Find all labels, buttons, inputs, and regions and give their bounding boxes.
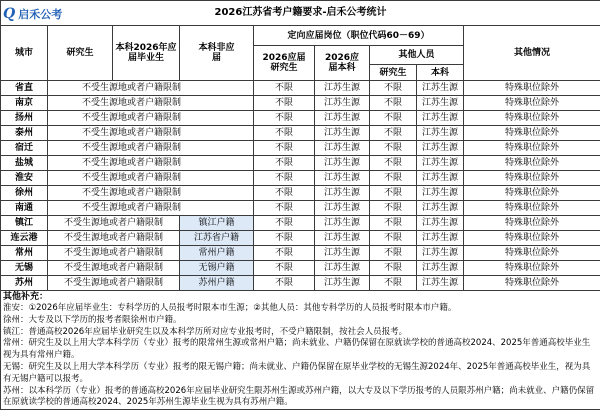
header-directed: 定向应届岗位（职位代码60－69）	[254, 26, 464, 46]
table-row	[1, 81, 600, 96]
other-info-cell: 特殊职位除外	[464, 81, 600, 96]
others-grad-cell: 不限	[370, 231, 417, 246]
city-cell: 扬州	[1, 111, 48, 126]
table-row	[1, 126, 600, 141]
city-cell: 盐城	[1, 156, 48, 171]
table-row	[1, 111, 600, 126]
others-ug-cell: 江苏生源	[417, 186, 464, 201]
others-ug-cell: 江苏生源	[417, 126, 464, 141]
restriction-cell: 不受生源地或者户籍限制	[48, 81, 254, 96]
directed-ug-cell: 江苏生源	[315, 231, 370, 246]
table-title: 2026江苏省考户籍要求-启禾公考统计	[1, 1, 600, 26]
table-row	[1, 171, 600, 186]
restriction-cell: 不受生源地或者户籍限制	[48, 276, 180, 291]
others-ug-cell: 江苏生源	[417, 96, 464, 111]
other-info-cell: 特殊职位除外	[464, 126, 600, 141]
directed-ug-cell: 江苏生源	[315, 81, 370, 96]
others-ug-cell: 江苏生源	[417, 246, 464, 261]
table-row	[1, 96, 600, 111]
others-grad-cell: 不限	[370, 111, 417, 126]
directed-grad-cell: 不限	[254, 126, 315, 141]
city-cell: 常州	[1, 246, 48, 261]
restriction-cell: 不受生源地或者户籍限制	[48, 201, 254, 216]
others-ug-cell: 江苏生源	[417, 111, 464, 126]
table-row	[1, 261, 600, 276]
other-info-cell: 特殊职位除外	[464, 246, 600, 261]
directed-grad-cell: 不限	[254, 201, 315, 216]
directed-ug-cell: 江苏生源	[315, 261, 370, 276]
directed-ug-cell: 江苏生源	[315, 201, 370, 216]
others-grad-cell: 不限	[370, 261, 417, 276]
header-directed-ug: 2026应届本科	[315, 46, 370, 81]
others-grad-cell: 不限	[370, 81, 417, 96]
city-cell: 无锡	[1, 261, 48, 276]
other-info-cell: 特殊职位除外	[464, 231, 600, 246]
other-info-cell: 特殊职位除外	[464, 201, 600, 216]
others-ug-cell: 江苏生源	[417, 201, 464, 216]
header-others-grad: 研究生	[370, 65, 417, 81]
restriction-cell: 不受生源地或者户籍限制	[48, 141, 254, 156]
others-ug-cell: 江苏生源	[417, 141, 464, 156]
restriction-cell: 不受生源地或者户籍限制	[48, 246, 180, 261]
city-cell: 省直	[1, 81, 48, 96]
city-cell: 宿迁	[1, 141, 48, 156]
others-ug-cell: 江苏生源	[417, 216, 464, 231]
header-ug-nonfresh: 本科非应届	[180, 26, 254, 81]
directed-grad-cell: 不限	[254, 156, 315, 171]
restriction-cell: 不受生源地或者户籍限制	[48, 186, 254, 201]
table-row	[1, 246, 600, 261]
city-cell: 镇江	[1, 216, 48, 231]
directed-ug-cell: 江苏生源	[315, 141, 370, 156]
directed-grad-cell: 不限	[254, 171, 315, 186]
directed-grad-cell: 不限	[254, 231, 315, 246]
note-line: 淮安：①2026年应届毕业生：专科学历的人员报考时限本市生源；②其他人员：其他专科学历的人员报考时限本市户籍。	[3, 303, 457, 313]
directed-ug-cell: 江苏生源	[315, 246, 370, 261]
note-line: 徐州：大专及以下学历的报考者限徐州市户籍。	[3, 314, 182, 325]
other-info-cell: 特殊职位除外	[464, 156, 600, 171]
others-ug-cell: 江苏生源	[417, 261, 464, 276]
ug-nonfresh-cell: 镇江户籍	[180, 216, 254, 231]
table-row	[1, 276, 600, 291]
other-info-cell: 特殊职位除外	[464, 261, 600, 276]
restriction-cell: 不受生源地或者户籍限制	[48, 171, 254, 186]
table-row	[1, 201, 600, 216]
other-info-cell: 特殊职位除外	[464, 171, 600, 186]
directed-grad-cell: 不限	[254, 276, 315, 291]
restriction-cell: 不受生源地或者户籍限制	[48, 156, 254, 171]
restriction-cell: 不受生源地或者户籍限制	[48, 216, 180, 231]
note-line: 常州：研究生及以上用大学本科学历（专业）报考的限常州生源或常州户籍；尚未就业、户籍仍保留在原就读学校的普通高校2024、2025年普通高校毕业生视为具有常州户籍。	[3, 338, 591, 361]
others-grad-cell: 不限	[370, 276, 417, 291]
header-graduate: 研究生	[48, 26, 113, 81]
directed-grad-cell: 不限	[254, 246, 315, 261]
header-directed-grad: 2026应届研究生	[254, 46, 315, 81]
city-cell: 南通	[1, 201, 48, 216]
others-ug-cell: 江苏生源	[417, 171, 464, 186]
other-info-cell: 特殊职位除外	[464, 96, 600, 111]
header-other-info: 其他情况	[464, 26, 600, 81]
ug-nonfresh-cell: 常州户籍	[180, 246, 254, 261]
header-ug-2026: 本科2026年应届毕业生	[113, 26, 180, 81]
other-info-cell: 特殊职位除外	[464, 111, 600, 126]
brand-logo	[3, 2, 62, 26]
header-others-ug: 本科	[417, 65, 464, 81]
others-grad-cell: 不限	[370, 96, 417, 111]
other-info-cell: 特殊职位除外	[464, 276, 600, 291]
others-grad-cell: 不限	[370, 141, 417, 156]
directed-ug-cell: 江苏生源	[315, 96, 370, 111]
directed-ug-cell: 江苏生源	[315, 111, 370, 126]
table-row	[1, 186, 600, 201]
others-grad-cell: 不限	[370, 201, 417, 216]
others-grad-cell: 不限	[370, 216, 417, 231]
note-line: 无锡：研究生及以上用大学本科学历（专业）报考的限无锡户籍；尚未就业、户籍仍保留在原毕业学校的无锡生源2024年、2025年普通高校毕业生，视为具有无锡户籍可以报考。	[3, 361, 591, 384]
directed-grad-cell: 不限	[254, 261, 315, 276]
directed-ug-cell: 江苏生源	[315, 276, 370, 291]
directed-grad-cell: 不限	[254, 141, 315, 156]
table-row	[1, 156, 600, 171]
others-grad-cell: 不限	[370, 126, 417, 141]
directed-grad-cell: 不限	[254, 216, 315, 231]
other-info-cell: 特殊职位除外	[464, 216, 600, 231]
restriction-cell: 不受生源地或者户籍限制	[48, 126, 254, 141]
others-ug-cell: 江苏生源	[417, 276, 464, 291]
others-ug-cell: 江苏生源	[417, 231, 464, 246]
notes-section	[1, 291, 600, 410]
city-cell: 连云港	[1, 231, 48, 246]
directed-ug-cell: 江苏生源	[315, 156, 370, 171]
city-cell: 泰州	[1, 126, 48, 141]
city-cell: 淮安	[1, 171, 48, 186]
directed-grad-cell: 不限	[254, 111, 315, 126]
others-grad-cell: 不限	[370, 246, 417, 261]
note-line: 镇江：普通高校2026年应届毕业研究生以及本科学历所对应专业报考时，不受户籍限制，按社会人员报考。	[3, 326, 408, 337]
logo-mark-icon: Q	[3, 6, 16, 22]
ug-nonfresh-cell: 江苏省户籍	[180, 231, 254, 246]
directed-grad-cell: 不限	[254, 81, 315, 96]
others-grad-cell: 不限	[370, 156, 417, 171]
ug-nonfresh-cell: 苏州户籍	[180, 276, 254, 291]
table-row	[1, 141, 600, 156]
directed-ug-cell: 江苏生源	[315, 171, 370, 186]
table-row	[1, 216, 600, 231]
other-info-cell: 特殊职位除外	[464, 141, 600, 156]
city-cell: 南京	[1, 96, 48, 111]
note-line: 苏州：以本科学历（专业）报考的普通高校2026年应届毕业研究生限苏州生源或苏州户籍，以大专及以下学历报考的人员限苏州户籍；尚未就业、户籍仍保留在原就读学校的普通高校2024、2025年苏州生源毕业生视为具有苏州户籍。	[3, 385, 595, 408]
directed-ug-cell: 江苏生源	[315, 186, 370, 201]
restriction-cell: 不受生源地或者户籍限制	[48, 96, 254, 111]
others-ug-cell: 江苏生源	[417, 81, 464, 96]
notes-title: 其他补充：	[3, 292, 49, 302]
directed-ug-cell: 江苏生源	[315, 126, 370, 141]
directed-ug-cell: 江苏生源	[315, 216, 370, 231]
header-city: 城市	[1, 26, 48, 81]
restriction-cell: 不受生源地或者户籍限制	[48, 261, 180, 276]
header-others: 其他人员	[370, 46, 464, 65]
logo-text: 启禾公考	[18, 8, 63, 21]
city-cell: 徐州	[1, 186, 48, 201]
city-cell: 苏州	[1, 276, 48, 291]
others-grad-cell: 不限	[370, 186, 417, 201]
others-ug-cell: 江苏生源	[417, 156, 464, 171]
restriction-cell: 不受生源地或者户籍限制	[48, 111, 254, 126]
others-grad-cell: 不限	[370, 171, 417, 186]
restriction-cell: 不受生源地或者户籍限制	[48, 231, 180, 246]
ug-nonfresh-cell: 无锡户籍	[180, 261, 254, 276]
directed-grad-cell: 不限	[254, 186, 315, 201]
table-row	[1, 231, 600, 246]
other-info-cell: 特殊职位除外	[464, 186, 600, 201]
directed-grad-cell: 不限	[254, 96, 315, 111]
